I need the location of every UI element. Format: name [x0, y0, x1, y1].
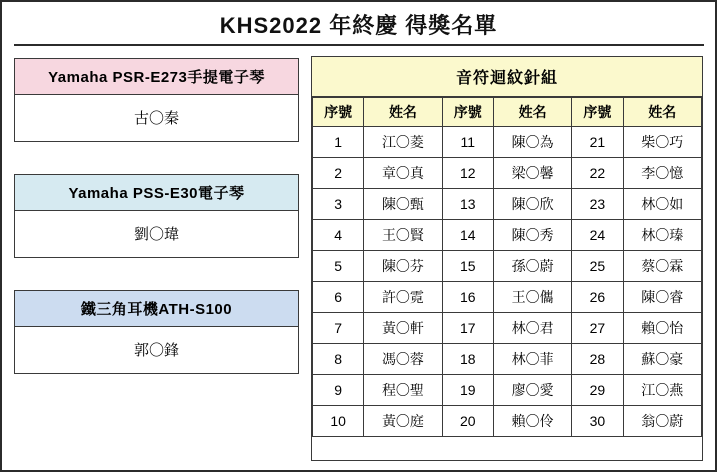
- cell-name: 黃〇軒: [364, 313, 442, 344]
- cell-seq: 11: [442, 127, 493, 158]
- winner-name-table: [312, 97, 702, 437]
- prize-winner-2: 劉〇瑋: [15, 211, 298, 257]
- cell-name: 孫〇蔚: [493, 251, 571, 282]
- prize-column: [14, 56, 299, 461]
- prize-card-1: [14, 58, 299, 142]
- cell-seq: 28: [572, 344, 623, 375]
- table-header-row: [313, 98, 702, 127]
- column-header-name-1: 姓名: [364, 98, 442, 127]
- cell-seq: 27: [572, 313, 623, 344]
- cell-name: 翁〇蔚: [623, 406, 701, 437]
- cell-name: 林〇瑧: [623, 220, 701, 251]
- table-row: [313, 375, 702, 406]
- cell-name: 陳〇為: [493, 127, 571, 158]
- name-table-card: [311, 56, 703, 461]
- cell-seq: 24: [572, 220, 623, 251]
- cell-name: 蔡〇霖: [623, 251, 701, 282]
- prize-card-3: [14, 290, 299, 374]
- name-table-title: 音符迴紋針組: [312, 57, 702, 97]
- cell-name: 柴〇巧: [623, 127, 701, 158]
- table-row: [313, 344, 702, 375]
- prize-label-1: Yamaha PSR-E273手提電子琴: [15, 59, 298, 95]
- cell-seq: 18: [442, 344, 493, 375]
- prize-winner-1: 古〇秦: [15, 95, 298, 141]
- column-header-seq-2: 序號: [442, 98, 493, 127]
- cell-name: 許〇霓: [364, 282, 442, 313]
- cell-name: 林〇菲: [493, 344, 571, 375]
- cell-seq: 21: [572, 127, 623, 158]
- cell-name: 章〇真: [364, 158, 442, 189]
- cell-name: 林〇如: [623, 189, 701, 220]
- cell-name: 陳〇睿: [623, 282, 701, 313]
- table-row: [313, 251, 702, 282]
- prize-winner-3: 郭〇鋒: [15, 327, 298, 373]
- cell-seq: 16: [442, 282, 493, 313]
- cell-name: 王〇儶: [493, 282, 571, 313]
- cell-seq: 22: [572, 158, 623, 189]
- cell-name: 馮〇蓉: [364, 344, 442, 375]
- cell-seq: 6: [313, 282, 364, 313]
- cell-name: 廖〇愛: [493, 375, 571, 406]
- cell-name: 江〇菱: [364, 127, 442, 158]
- table-row: [313, 189, 702, 220]
- cell-name: 王〇賢: [364, 220, 442, 251]
- cell-seq: 3: [313, 189, 364, 220]
- cell-seq: 23: [572, 189, 623, 220]
- cell-name: 李〇憶: [623, 158, 701, 189]
- cell-seq: 9: [313, 375, 364, 406]
- cell-seq: 14: [442, 220, 493, 251]
- cell-seq: 1: [313, 127, 364, 158]
- column-header-name-3: 姓名: [623, 98, 701, 127]
- cell-seq: 30: [572, 406, 623, 437]
- cell-seq: 15: [442, 251, 493, 282]
- column-header-seq-1: 序號: [313, 98, 364, 127]
- cell-name: 江〇燕: [623, 375, 701, 406]
- cell-seq: 7: [313, 313, 364, 344]
- cell-name: 陳〇秀: [493, 220, 571, 251]
- cell-seq: 25: [572, 251, 623, 282]
- table-body: [313, 127, 702, 437]
- cell-name: 梁〇馨: [493, 158, 571, 189]
- table-row: [313, 220, 702, 251]
- table-row: [313, 313, 702, 344]
- cell-seq: 10: [313, 406, 364, 437]
- cell-seq: 5: [313, 251, 364, 282]
- table-row: [313, 406, 702, 437]
- cell-seq: 2: [313, 158, 364, 189]
- table-row: [313, 127, 702, 158]
- table-row: [313, 158, 702, 189]
- cell-name: 蘇〇豪: [623, 344, 701, 375]
- cell-seq: 4: [313, 220, 364, 251]
- cell-name: 陳〇欣: [493, 189, 571, 220]
- cell-name: 陳〇甄: [364, 189, 442, 220]
- content-area: [2, 46, 715, 471]
- cell-seq: 19: [442, 375, 493, 406]
- column-header-name-2: 姓名: [493, 98, 571, 127]
- cell-seq: 17: [442, 313, 493, 344]
- page-title: KHS2022 年終慶 得獎名單: [219, 13, 498, 38]
- cell-name: 程〇聖: [364, 375, 442, 406]
- cell-name: 賴〇怡: [623, 313, 701, 344]
- cell-seq: 13: [442, 189, 493, 220]
- cell-seq: 12: [442, 158, 493, 189]
- column-header-seq-3: 序號: [572, 98, 623, 127]
- prize-card-2: [14, 174, 299, 258]
- prize-label-3: 鐵三角耳機ATH-S100: [15, 291, 298, 327]
- cell-name: 黃〇庭: [364, 406, 442, 437]
- table-row: [313, 282, 702, 313]
- cell-seq: 20: [442, 406, 493, 437]
- cell-name: 陳〇芬: [364, 251, 442, 282]
- cell-name: 林〇君: [493, 313, 571, 344]
- cell-seq: 29: [572, 375, 623, 406]
- cell-seq: 8: [313, 344, 364, 375]
- prize-label-2: Yamaha PSS-E30電子琴: [15, 175, 298, 211]
- cell-seq: 26: [572, 282, 623, 313]
- cell-name: 賴〇伶: [493, 406, 571, 437]
